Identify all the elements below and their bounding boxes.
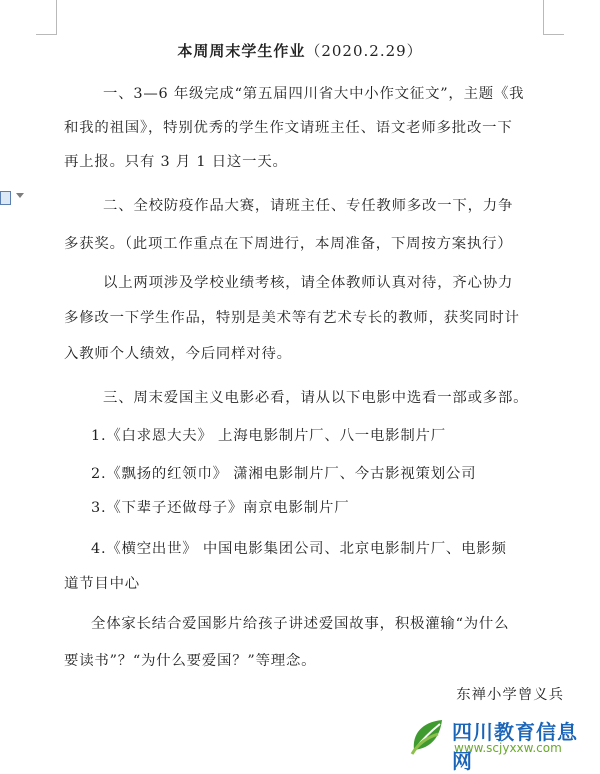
movie-item: 4.《横空出世》 中国电影集团公司、北京电影制片厂、电影频 [91,541,507,557]
body-line: 和我的祖国》，特别优秀的学生作文请班主任、语文老师多批改一下 [64,120,513,136]
dropdown-arrow-icon [16,193,24,198]
watermark-url: www.scjyxxw.com [454,741,562,755]
body-line: 再上报。只有 3 月 1 日这一天。 [64,154,288,170]
site-watermark [408,712,598,773]
body-line: 多获奖。（此项工作重点在下周进行，本周准备，下周按方案执行） [64,236,513,252]
body-line: 多修改一下学生作品，特别是美术等有艺术专长的教师，获奖同时计 [64,310,520,326]
body-line: 三、周末爱国主义电影必看，请从以下电影中选看一部或多部。 [103,390,529,406]
leaf-logo-icon [408,716,448,756]
body-line: 以上两项涉及学校业绩考核，请全体教师认真对待，齐心协力 [103,275,514,291]
page-corner-mark-top-right [543,0,564,35]
movie-item: 2.《飘扬的红领巾》 潇湘电影制片厂、今古影视策划公司 [91,466,477,482]
page-corner-mark-top-left [36,0,57,35]
title-text: 本周周末学生作业 [177,42,306,60]
body-line: 全体家长结合爱国影片给孩子讲述爱国故事，积极灌输“为什么 [91,616,510,632]
movie-item: 1.《白求恩大夫》 上海电影制片厂、八一电影制片厂 [91,428,446,444]
body-line: 要读书”？“为什么要爱国？”等理念。 [64,653,317,669]
document-title [0,40,600,61]
body-line: 二、全校防疫作品大赛，请班主任、专任教师多改一下，力争 [103,198,514,214]
watermark-site-name: 四川教育信息网 [452,720,578,773]
body-line: 入教师个人绩效，今后同样对待。 [64,346,292,362]
body-line: 道节目中心 [64,576,140,592]
signature: 东禅小学曾义兵 [456,687,564,703]
title-date: （2020.2.29） [305,42,423,60]
movie-item: 3.《下辈子还做母子》南京电影制片厂 [91,500,350,516]
document-icon [0,191,11,205]
document-outline-toggle[interactable] [0,188,26,208]
body-line: 一、3—6 年级完成“第五届四川省大中小作文征文”，主题《我 [103,86,525,102]
